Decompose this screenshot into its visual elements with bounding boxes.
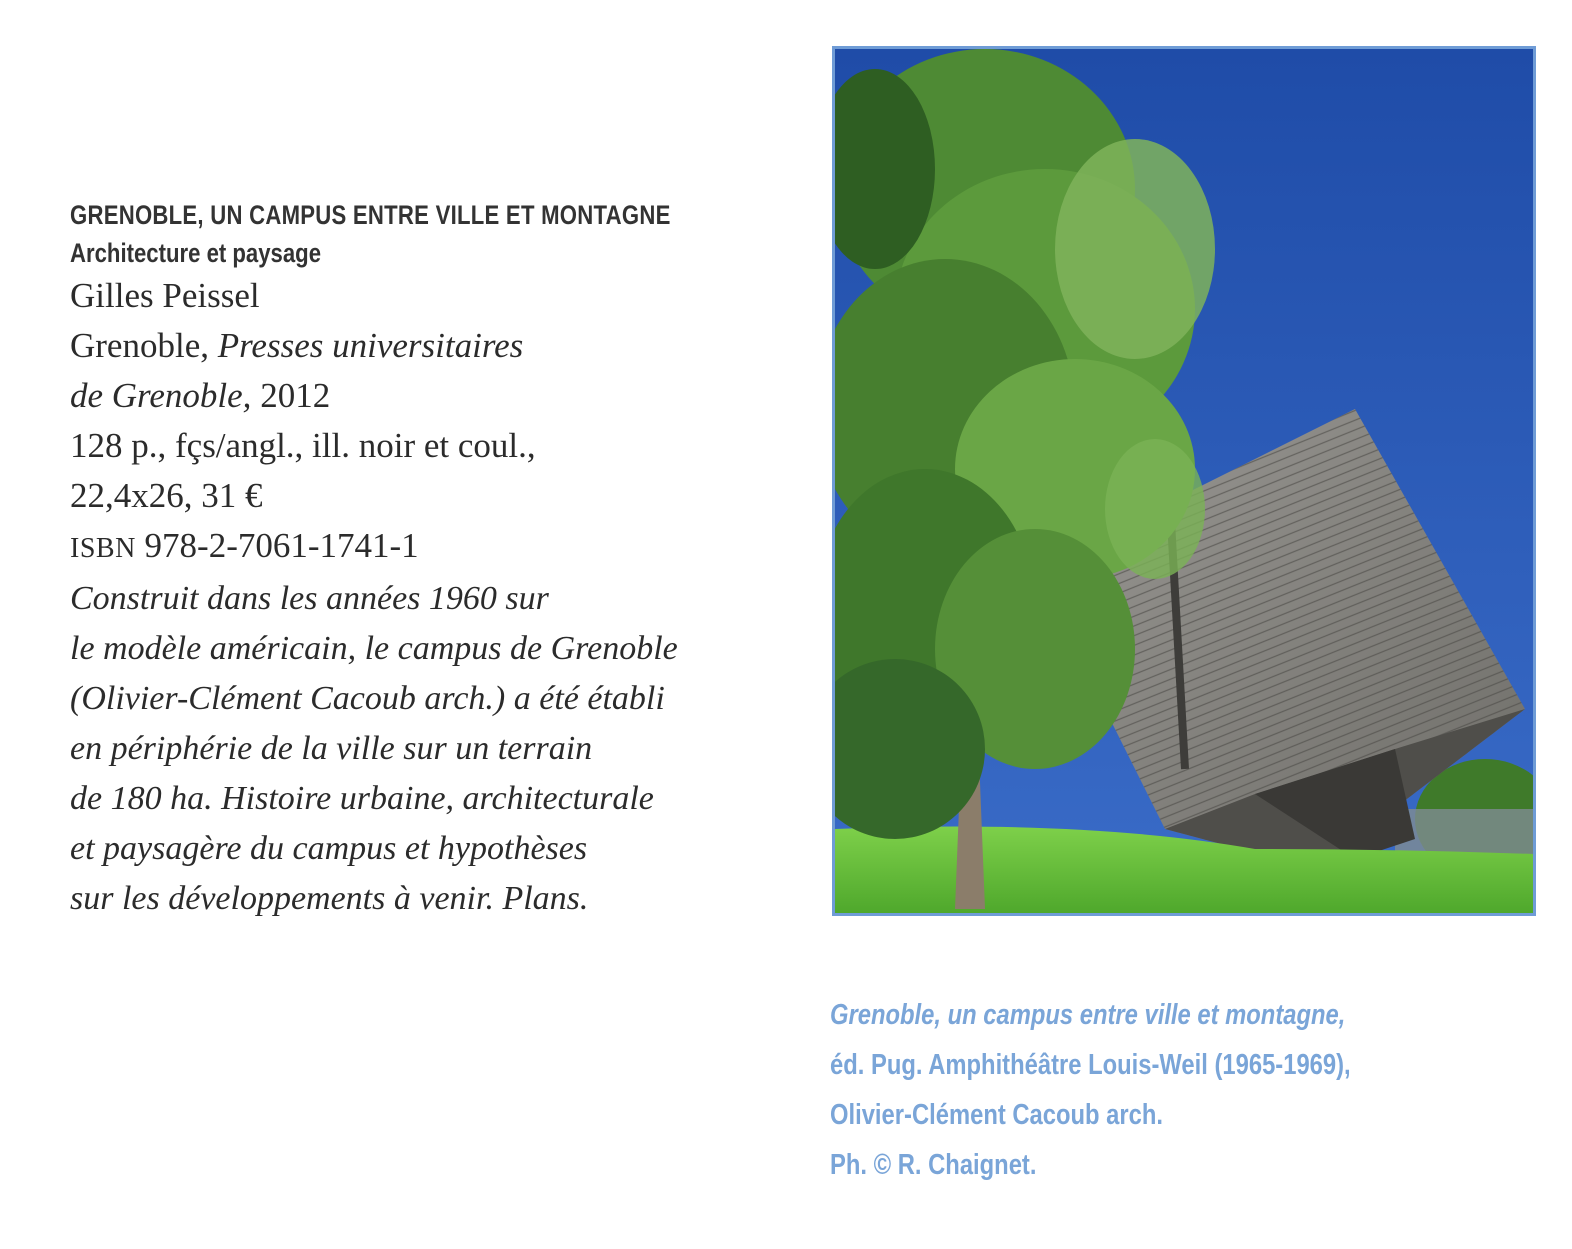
publisher-line — [70, 321, 770, 371]
publisher-line-2 — [70, 371, 770, 421]
description-line: (Olivier-Clément Cacoub arch.) a été établi — [70, 680, 665, 717]
campus-photo — [832, 46, 1536, 916]
description-line: le modèle américain, le campus de Grenoble — [70, 630, 678, 667]
description-line: sur les développements à venir. Plans. — [70, 880, 589, 917]
description-line: de 180 ha. Histoire urbaine, architecturale — [70, 780, 654, 817]
isbn-label: ISBN — [70, 533, 136, 564]
photo-caption — [830, 990, 1404, 1190]
caption-title: Grenoble, un campus entre ville et montagne, — [830, 999, 1346, 1031]
book-review-entry — [70, 198, 770, 924]
publication-year: 2012 — [260, 376, 331, 415]
isbn-number: 978-2-7061-1741-1 — [144, 526, 419, 565]
amphitheatre-illustration — [835, 49, 1533, 913]
book-title: GRENOBLE, UN CAMPUS ENTRE VILLE ET MONTAGNE — [70, 200, 671, 230]
book-subtitle: Architecture et paysage — [70, 238, 322, 268]
book-details-1: 128 p., fçs/angl., ill. noir et coul., — [70, 426, 536, 465]
book-details-2: 22,4x26, 31 € — [70, 476, 263, 515]
publisher-city: Grenoble, — [70, 326, 209, 365]
description-line: en périphérie de la ville sur un terrain — [70, 730, 593, 767]
publisher-name-part1: Presses universitaires — [217, 326, 524, 365]
caption-line-2: éd. Pug. Amphithéâtre Louis-Weil (1965-1969), — [830, 1049, 1351, 1081]
book-author: Gilles Peissel — [70, 276, 260, 315]
publisher-name-part2: de Grenoble, — [70, 376, 252, 415]
isbn-line — [70, 521, 770, 574]
caption-line-3: Olivier-Clément Cacoub arch. — [830, 1099, 1164, 1131]
description-line: Construit dans les années 1960 sur — [70, 580, 549, 617]
description-line: et paysagère du campus et hypothèses — [70, 830, 588, 867]
caption-credit: Ph. © R. Chaignet. — [830, 1149, 1037, 1181]
